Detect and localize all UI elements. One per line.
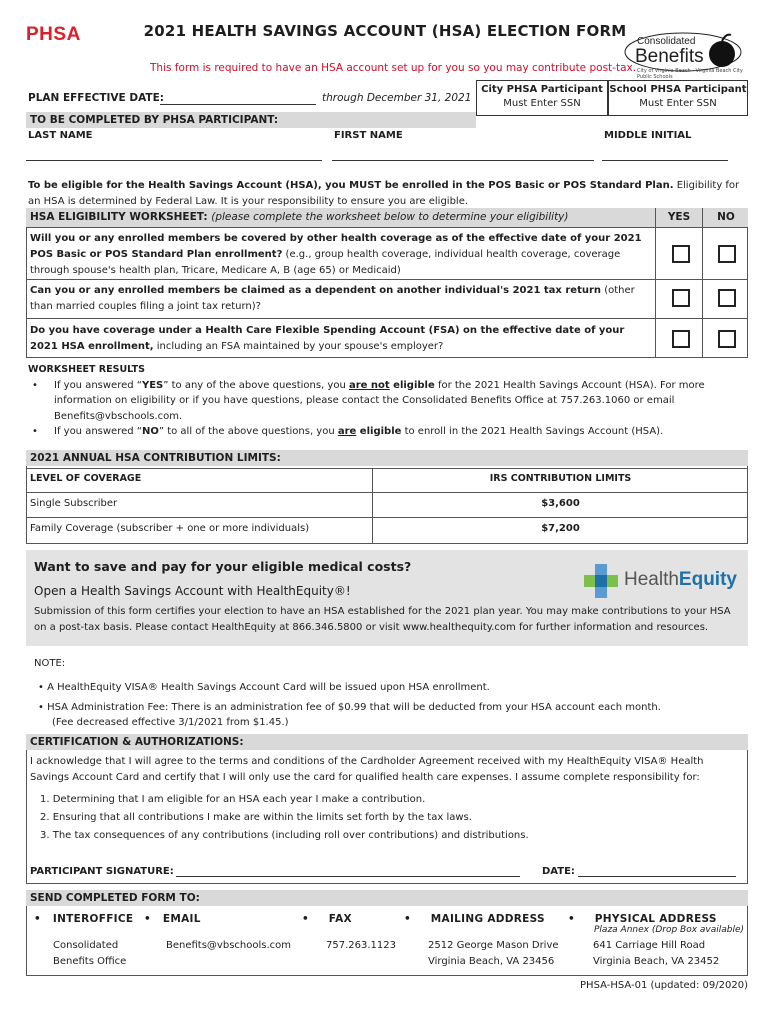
healthequity-open: Open a Health Savings Account with HealthEquity®!: [34, 584, 351, 598]
cb-logo-top: Consolidated: [637, 36, 696, 47]
note-bullet-2b: (Fee decreased effective 3/1/2021 from $1.45.): [52, 717, 289, 728]
q3-no-checkbox[interactable]: [718, 330, 736, 348]
worksheet-col-divider: [702, 208, 703, 358]
cert-item: 2. Ensuring that all contributions I make are within the limits set forth by the tax laws.: [40, 812, 472, 823]
limits-row-level: Single Subscriber: [30, 498, 118, 509]
results-bullet-no: • If you answered “NO” to all of the above questions, you are eligible to enroll in the 2021 Health Savings Account (HSA).: [28, 424, 746, 440]
mailing-value: 2512 George Mason Drive Virginia Beach, VA 23456: [428, 940, 559, 967]
limits-row-divider: [26, 517, 748, 518]
participant-section-bar: TO BE COMPLETED BY PHSA PARTICIPANT:: [26, 112, 476, 128]
healthequity-cross-icon: [582, 564, 622, 598]
note-bullet-1: • A HealthEquity VISA® Health Savings Account Card will be issued upon HSA enrollment.: [38, 682, 490, 693]
no-header: NO: [717, 211, 735, 223]
form-subtitle: This form is required to have an HSA account set up for you so you may contribute post-tax.: [150, 62, 637, 74]
healthequity-logo: HealthEquity: [582, 564, 742, 598]
worksheet-question-3: Do you have coverage under a Health Care Flexible Spending Account (FSA) on the effective date of your 2021 HSA enrollment, including an FSA maintained by your spouse's employer?: [30, 325, 625, 352]
city-participant-box[interactable]: [476, 80, 608, 116]
limits-row-value: $3,600: [541, 498, 580, 509]
limits-row-divider: [26, 468, 748, 469]
email-value[interactable]: Benefits@vbschools.com: [166, 940, 292, 951]
mailing-heading: • MAILING ADDRESS: [404, 913, 545, 925]
date-field[interactable]: [578, 876, 736, 877]
yes-header: YES: [667, 211, 691, 223]
form-title: 2021 HEALTH SAVINGS ACCOUNT (HSA) ELECTION FORM: [143, 22, 627, 40]
worksheet-header: HSA ELIGIBILITY WORKSHEET: (please complete the worksheet below to determine your eligibility): [26, 208, 748, 228]
q2-no-checkbox[interactable]: [718, 289, 736, 307]
school-participant-note: Must Enter SSN: [639, 98, 717, 109]
city-participant-note: Must Enter SSN: [503, 98, 581, 109]
fax-heading: • FAX: [302, 913, 352, 925]
results-heading: WORKSHEET RESULTS: [28, 364, 145, 375]
interoffice-heading: • INTEROFFICE: [34, 913, 134, 925]
plan-effective-date-field[interactable]: [160, 104, 316, 105]
q2-yes-checkbox[interactable]: [672, 289, 690, 307]
signature-field[interactable]: [176, 876, 520, 877]
note-bullet-2: • HSA Administration Fee: There is an administration fee of $0.99 that will be deducted from your HSA account each month.: [38, 702, 661, 713]
note-label: NOTE:: [34, 658, 66, 669]
middle-initial-label: MIDDLE INITIAL: [604, 130, 692, 141]
limits-row-value: $7,200: [541, 523, 580, 534]
form-footer: PHSA-HSA-01 (updated: 09/2020): [580, 980, 748, 991]
limits-col-irs: IRS CONTRIBUTION LIMITS: [489, 473, 632, 484]
limits-col-level: LEVEL OF COVERAGE: [30, 473, 142, 484]
plan-effective-label: PLAN EFFECTIVE DATE:: [28, 92, 164, 104]
first-name-field[interactable]: [332, 160, 594, 161]
worksheet-col-divider: [655, 208, 656, 358]
signature-label: PARTICIPANT SIGNATURE:: [30, 866, 174, 877]
school-participant-title: School PHSA Participant: [609, 84, 747, 95]
limits-title: 2021 ANNUAL HSA CONTRIBUTION LIMITS:: [26, 450, 748, 466]
middle-initial-field[interactable]: [602, 160, 728, 161]
plan-through-text: through December 31, 2021: [322, 92, 472, 104]
worksheet-question-2: Can you or any enrolled members be claimed as a dependent on another individual's 2021 tax return (other than married couples filing a joint tax return)?: [30, 285, 635, 312]
healthequity-question: Want to save and pay for your eligible medical costs?: [34, 559, 412, 574]
row-divider: [26, 279, 748, 280]
worksheet-question-1: Will you or any enrolled members be covered by other health coverage as of the effective date of your 2021 POS Basic or POS Standard Plan enrollment? (e.g., group health coverage, individual health coverage, coverage through spouse's health plan, Tricare, Medicare A, B (age 65) or Medicaid): [30, 233, 642, 276]
cb-logo-sub: City of Virginia Beach · Virginia Beach City Public Schools: [637, 68, 743, 80]
physical-heading: • PHYSICAL ADDRESS: [568, 913, 717, 925]
fax-value: 757.263.1123: [326, 940, 396, 951]
cert-item: 3. The tax consequences of any contributions (including roll over contributions) and distributions.: [40, 830, 529, 841]
worksheet-results: [28, 362, 746, 440]
q1-yes-checkbox[interactable]: [672, 245, 690, 263]
eligibility-text: To be eligible for the Health Savings Account (HSA), you MUST be enrolled in the POS Basic or POS Standard Plan. Eligibility for an HSA is determined by Federal Law. It is your responsibility to ensure you are eligible.: [28, 180, 740, 207]
interoffice-value: Consolidated Benefits Office: [53, 940, 127, 967]
physical-note: Plaza Annex (Drop Box available): [594, 925, 745, 935]
email-heading: • EMAIL: [144, 913, 201, 925]
consolidated-benefits-logo: [623, 30, 743, 80]
cb-logo-main: Benefits: [635, 46, 704, 67]
results-bullet-yes: • If you answered “YES” to any of the above questions, you are not eligible for the 2021 Health Savings Account (HSA). For more information on eligibility or if you have questions, please contact the Consolidated Benefits Office at 757.263.1060 or email Benefits@vbschools.com.: [28, 378, 746, 425]
city-participant-title: City PHSA Participant: [481, 84, 603, 95]
send-title: SEND COMPLETED FORM TO:: [26, 890, 748, 906]
limits-row-level: Family Coverage (subscriber + one or more individuals): [30, 523, 310, 534]
physical-value: 641 Carriage Hill Road Virginia Beach, VA 23452: [593, 940, 720, 967]
date-label: DATE:: [542, 866, 575, 877]
row-divider: [26, 318, 748, 319]
school-participant-box[interactable]: [608, 80, 748, 116]
cert-item: 1. Determining that I am eligible for an HSA each year I make a contribution.: [40, 794, 426, 805]
healthequity-description: Submission of this form certifies your election to have an HSA established for the 2021 plan year. You may make contributions to your HSA on a post-tax basis. Please contact HealthEquity at 866.346.5800 or visit www.healthequity.com for further information and resources.: [34, 606, 731, 633]
certification-title: CERTIFICATION & AUTHORIZATIONS:: [26, 734, 748, 750]
limits-row-divider: [26, 492, 748, 493]
last-name-label: LAST NAME: [28, 130, 93, 141]
certification-text: I acknowledge that I will agree to the terms and conditions of the Cardholder Agreement received with my HealthEquity VISA® Health Savings Account Card and certify that I will only use the card for qualified health care expenses. I assume complete responsibility for:: [30, 756, 704, 783]
q1-no-checkbox[interactable]: [718, 245, 736, 263]
phsa-logo: PHSA: [26, 24, 81, 45]
last-name-field[interactable]: [26, 160, 322, 161]
first-name-label: FIRST NAME: [334, 130, 403, 141]
q3-yes-checkbox[interactable]: [672, 330, 690, 348]
